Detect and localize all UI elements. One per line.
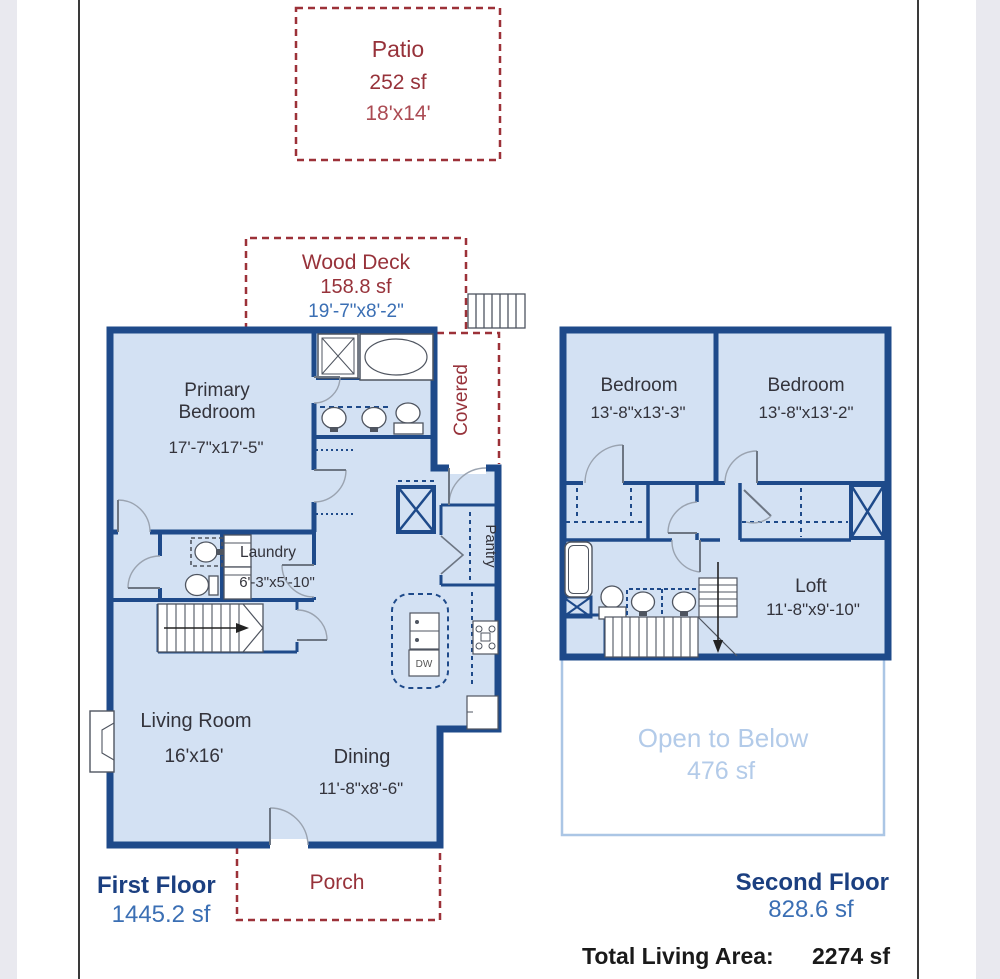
dining-dims: 11'-8"x8'-6" [318,779,404,798]
dishwasher-label: DW [415,659,433,670]
stove-icon [473,621,498,654]
living-room-dims: 16'x16' [164,746,224,767]
loft-dims: 11'-8"x9'-10" [766,600,860,619]
living-room-label: Living Room [140,710,252,732]
laundry-label: Laundry [239,544,297,561]
porch-group [237,847,440,920]
first-floor-stairs [158,604,263,652]
patio-label: Patio [371,36,425,62]
bathtub-icon [360,334,433,380]
patio-dims: 18'x14' [365,102,431,125]
powder-toilet-icon [186,575,219,596]
bedroom-left-label: Bedroom [600,375,678,396]
wood-deck-dims: 19'-7"x8'-2" [308,301,404,322]
total-living-area-label: Total Living Area: [582,943,774,969]
second-bathtub-icon [565,542,592,597]
shower-icon [318,334,358,378]
first-floor-title: First Floor [97,872,216,899]
second-floor-plan [563,330,888,657]
covered-entry-group [437,333,499,464]
total-living-area-value: 2274 sf [811,943,890,969]
pantry-label: Pantry [482,524,499,568]
second-floor-title: Second Floor [735,869,889,896]
bedroom-left-dims: 13'-8"x13'-3" [590,403,686,422]
wood-deck-group [246,238,525,330]
wood-deck-area: 158.8 sf [320,276,392,298]
primary-bedroom-dims: 17'-7"x17'-5" [168,438,264,457]
open-to-below-label: Open to Below [637,723,809,753]
primary-bedroom-label-2: Bedroom [178,402,256,423]
patio-outline-group [296,8,500,160]
fireplace-icon [90,711,114,772]
bedroom-right-dims: 13'-8"x13'-2" [758,403,854,422]
bedroom-right-label: Bedroom [767,375,845,396]
left-gray-strip [0,0,17,979]
patio-area: 252 sf [369,71,427,94]
covered-label: Covered [451,364,472,436]
right-gray-strip [976,0,1000,979]
toilet-icon [394,403,423,434]
porch-label: Porch [309,871,365,894]
open-to-below-group [562,658,884,835]
island-sink-icon [410,613,439,649]
first-floor-area: 1445.2 sf [111,901,211,928]
open-to-below-area: 476 sf [686,757,756,785]
deck-stairs [468,294,525,328]
second-toilet-icon [599,586,626,619]
fridge-icon [467,696,498,729]
front-door-gap [270,839,308,852]
laundry-dims: 6'-3"x5'-10" [239,574,315,591]
primary-bedroom-label-1: Primary [184,380,250,401]
dishwasher-icon [409,650,439,676]
dining-label: Dining [333,746,391,768]
loft-label: Loft [795,576,827,597]
wood-deck-label: Wood Deck [301,251,411,274]
second-floor-area: 828.6 sf [768,896,854,923]
first-floor-plan [90,330,499,852]
